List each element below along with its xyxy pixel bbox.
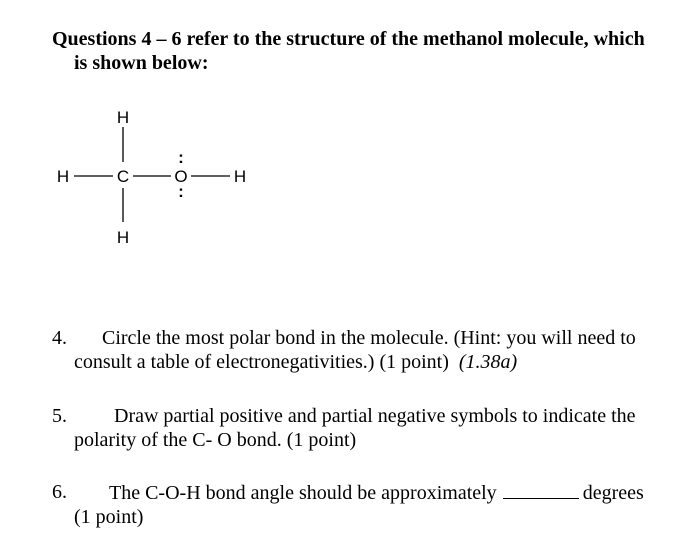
atom-carbon: C — [116, 167, 130, 186]
question-text: consult a table of electronegativities.) (1 point) — [74, 351, 449, 373]
question-text-after-blank: degrees — [582, 482, 644, 504]
question-number: 5. — [52, 405, 67, 427]
question-text-before-blank: The C-O-H bond angle should be approximately — [109, 482, 497, 504]
question-text-line-1 — [52, 480, 692, 505]
atom-h-bottom: H — [116, 228, 130, 247]
question-6 — [52, 480, 692, 529]
question-4 — [52, 326, 692, 374]
atom-h-left: H — [56, 167, 70, 186]
lone-pair-bottom: : — [178, 182, 184, 201]
textbook-reference: (1.38a) — [458, 351, 518, 373]
question-text-line-2: (1 point) — [74, 506, 144, 528]
question-5 — [52, 404, 692, 452]
question-text-line-2: polarity of the C- O bond. (1 point) — [74, 429, 357, 451]
atom-h-top: H — [116, 108, 130, 127]
question-text-line-1: Draw partial positive and partial negative symbols to indicate the — [114, 405, 636, 427]
question-text-line-1: Circle the most polar bond in the molecule. (Hint: you will need to — [102, 327, 636, 349]
question-number: 6. — [52, 481, 67, 503]
question-text-line-2 — [52, 350, 692, 374]
lone-pair-top: : — [178, 148, 184, 167]
methanol-structure-diagram — [0, 0, 700, 260]
question-number: 4. — [52, 327, 67, 349]
heading-line-1: Questions 4 – 6 refer to the structure of the methanol molecule, which — [52, 28, 645, 50]
answer-blank[interactable] — [503, 480, 579, 499]
atom-oxygen: O — [174, 167, 188, 186]
heading-line-2: is shown below: — [74, 52, 209, 74]
atom-h-right: H — [233, 167, 247, 186]
